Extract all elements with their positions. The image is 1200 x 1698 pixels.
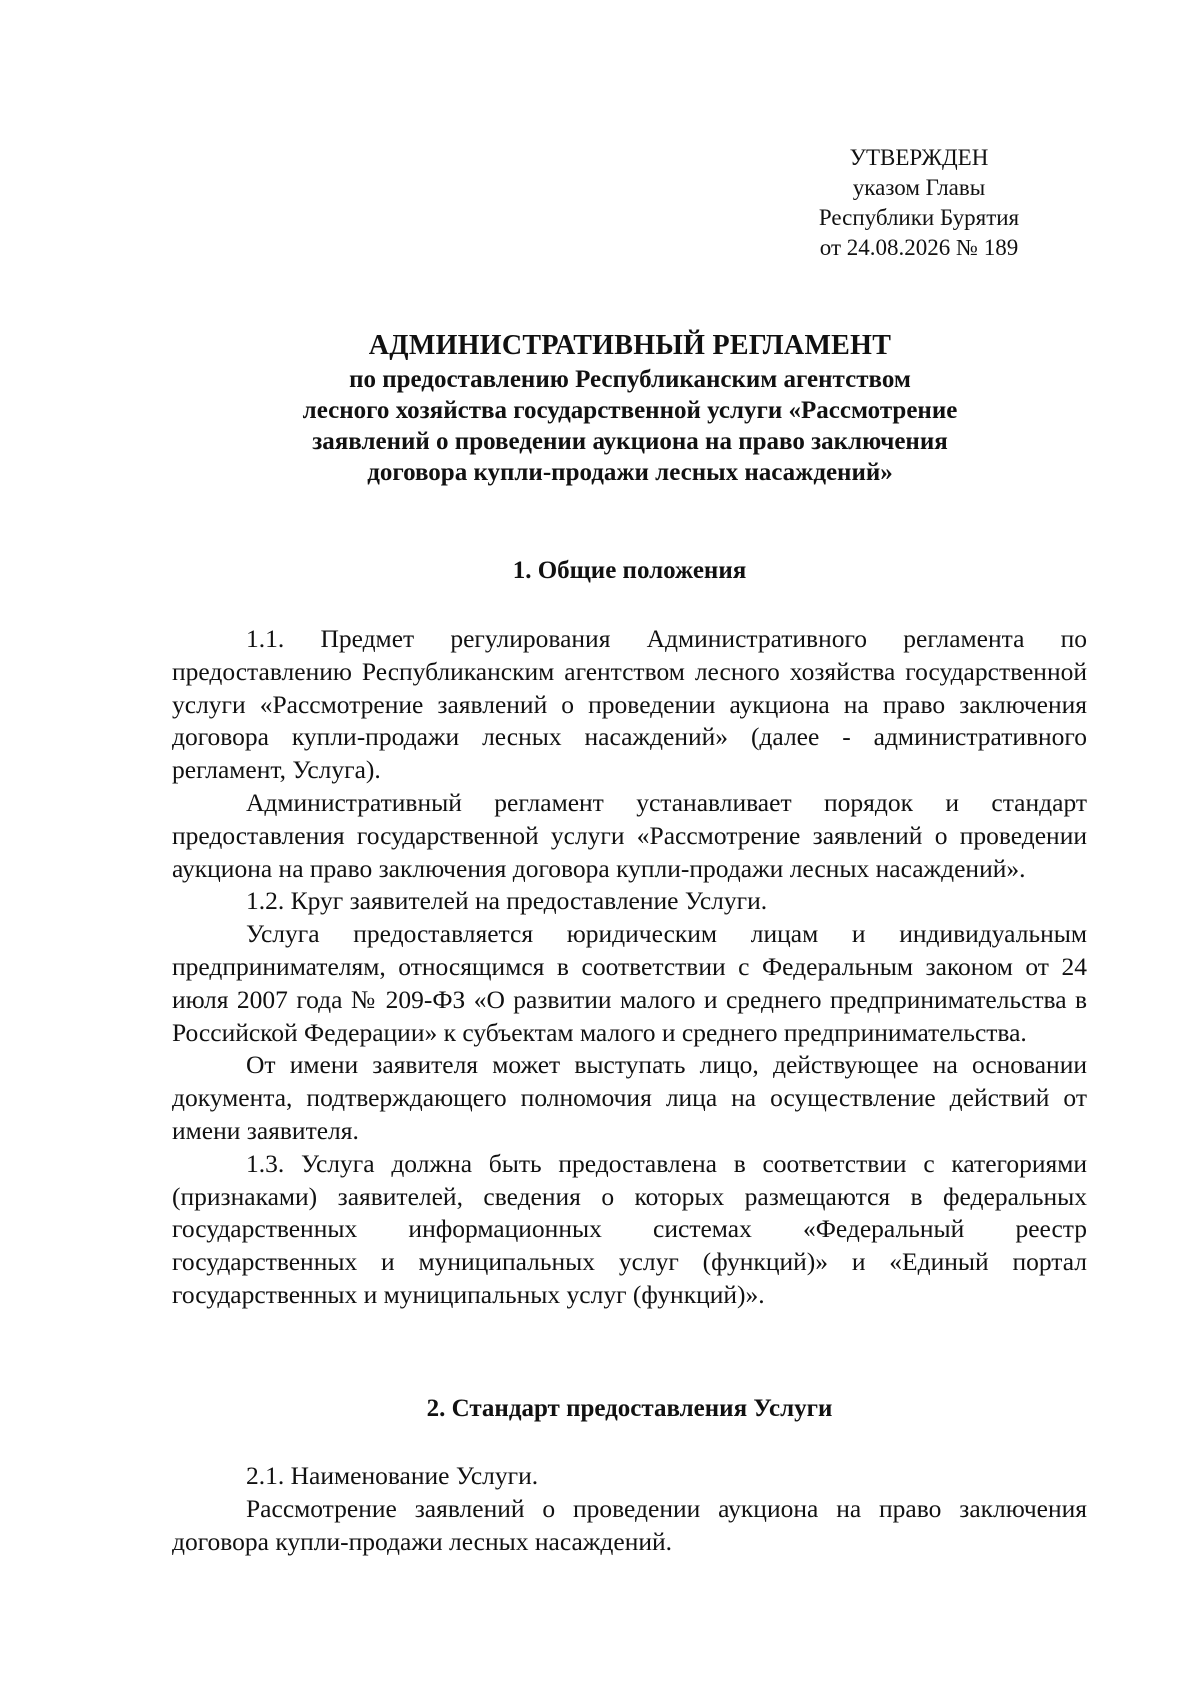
section-body-general — [172, 623, 1087, 1312]
paragraph: 1.3. Услуга должна быть предоставлена в соответствии с категориями (признаками) заявителей, сведения о которых размещаются в федеральных государственных информационных системах «Федеральный реестр государственных и муниципальных услуг (функций)» и «Единый портал государственных и муниципальных услуг (функций)». — [172, 1148, 1087, 1309]
document-title-line: лесного хозяйства государственной услуги «Рассмотрение — [302, 397, 958, 424]
section-body-standard — [172, 1460, 1087, 1558]
document-title-line: договора купли-продажи лесных насаждений» — [367, 459, 893, 486]
section-heading-general: 1. Общие положения — [512, 557, 747, 584]
document-title-line: заявлений о проведении аукциона на право заключения — [312, 428, 948, 455]
approval-line: УТВЕРЖДЕН — [849, 145, 989, 170]
paragraph: Услуга предоставляется юридическим лицам и индивидуальным предпринимателям, относящимся в соответствии с Федеральным законом от 24 июля 2007 года № 209-ФЗ «О развитии малого и среднего предпринимательства в Российской Федерации» к субъектам малого и среднего предпринимательства. — [172, 919, 1087, 1047]
document-title-line: по предоставлению Республиканским агентством — [349, 366, 911, 393]
paragraph: От имени заявителя может выступать лицо, действующее на основании документа, подтверждающего полномочия лица на осуществление действий от имени заявителя. — [172, 1050, 1087, 1145]
section-heading-standard: 2. Стандарт предоставления Услуги — [426, 1395, 833, 1422]
paragraph: 1.2. Круг заявителей на предоставление Услуги. — [246, 886, 768, 916]
document-title — [200, 328, 1060, 488]
approval-line: от 24.08.2026 № 189 — [819, 235, 1019, 260]
approval-stamp — [780, 143, 1058, 263]
paragraph: Административный регламент устанавливает порядок и стандарт предоставления государственной услуги «Рассмотрение заявлений о проведении аукциона на право заключения договора купли-продажи лесных насаждений». — [172, 787, 1087, 883]
paragraph: 1.1. Предмет регулирования Административного регламента по предоставлению Республиканским агентством лесного хозяйства государственной услуги «Рассмотрение заявлений о проведении аукциона на право заключения договора купли-продажи лесных насаждений» (далее - административного регламент, Услуга). — [172, 624, 1087, 785]
document-title-main: АДМИНИСТРАТИВНЫЙ РЕГЛАМЕНТ — [368, 330, 892, 361]
paragraph: Рассмотрение заявлений о проведении аукциона на право заключения договора купли-продажи лесных насаждений. — [172, 1493, 1087, 1556]
paragraph: 2.1. Наименование Услуги. — [246, 1461, 539, 1490]
approval-line: указом Главы — [852, 175, 986, 200]
approval-line: Республики Бурятия — [818, 205, 1020, 230]
